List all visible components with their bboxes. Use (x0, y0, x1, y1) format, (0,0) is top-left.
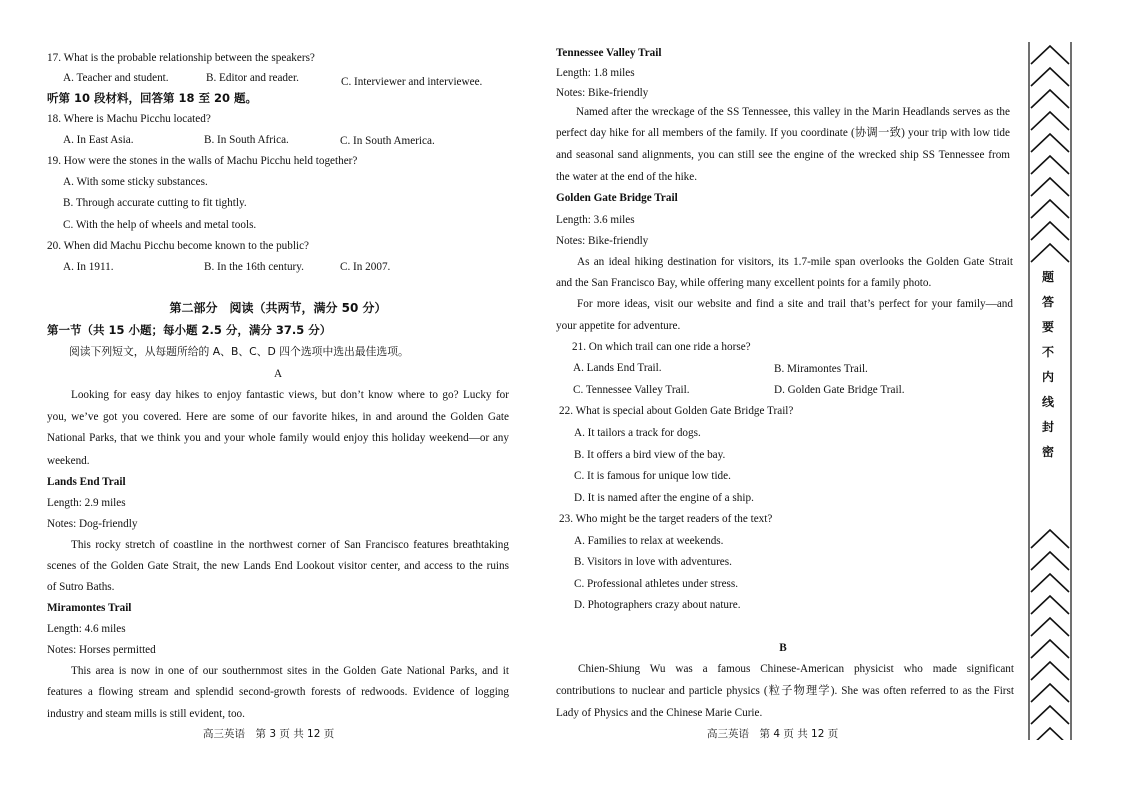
binding-margin-strip (1027, 42, 1073, 740)
q21-option-d: D. Golden Gate Bridge Trail. (774, 384, 905, 396)
binding-char: 题 (1041, 270, 1054, 284)
trail-notes: Notes: Bike-friendly (556, 87, 649, 99)
q17-option-a: A. Teacher and student. (63, 72, 169, 84)
trail-name-lands-end: Lands End Trail (47, 476, 126, 488)
chevron-mark (1031, 662, 1069, 680)
trail-description-line: industry and steam mills is still evident, too. (47, 708, 245, 720)
passage-b-line: Chien-Shiung Wu was a famous Chinese-American physicist who made significant (578, 663, 1014, 675)
q18-option-c: C. In South America. (340, 135, 435, 147)
q22-option-c: C. It is famous for unique low tide. (574, 470, 731, 482)
listening-section-10-heading: 听第 10 段材料，回答第 18 至 20 题。 (47, 91, 258, 105)
trail-name-golden-gate-bridge: Golden Gate Bridge Trail (556, 192, 678, 204)
question-22: 22. What is special about Golden Gate Bridge Trail? (559, 405, 794, 417)
trail-length: Length: 3.6 miles (556, 214, 635, 226)
q22-option-d: D. It is named after the engine of a ship. (574, 492, 754, 504)
binding-char: 答 (1041, 295, 1054, 309)
q21-option-c: C. Tennessee Valley Trail. (573, 384, 690, 396)
chevron-mark (1031, 574, 1069, 592)
q23-option-a: A. Families to relax at weekends. (574, 535, 724, 547)
chevron-mark (1031, 244, 1069, 262)
chevron-mark (1031, 640, 1069, 658)
trail-description-line: This area is now in one of our southernmost sites in the Golden Gate National Parks, and it (71, 665, 509, 677)
trail-name-miramontes: Miramontes Trail (47, 602, 132, 614)
q21-option-b: B. Miramontes Trail. (774, 363, 868, 375)
chevron-mark (1031, 90, 1069, 108)
closing-line: your appetite for adventure. (556, 320, 681, 332)
trail-length: Length: 2.9 miles (47, 497, 126, 509)
part-2-title: 第二部分 阅读（共两节，满分 50 分） (169, 301, 387, 315)
passage-b-line: Lady of Physics and the Chinese Marie Curie. (556, 707, 763, 719)
q18-option-b: B. In South Africa. (204, 134, 289, 146)
q20-option-a: A. In 1911. (63, 261, 114, 273)
trail-description-line: perfect day hike for all members of the family. If you coordinate (协调一致) your trip with low tide (556, 127, 1010, 139)
trail-notes: Notes: Horses permitted (47, 644, 156, 656)
chevron-mark (1031, 684, 1069, 702)
chevron-mark (1031, 178, 1069, 196)
chevron-mark (1031, 112, 1069, 130)
passage-a-label: A (273, 368, 283, 380)
chevron-mark (1031, 552, 1069, 570)
intro-line: weekend. (47, 455, 90, 467)
intro-line: you, we’ve got you covered. Here are some of our favorite hikes, in and around the Golden Gate (47, 411, 509, 423)
binding-char: 不 (1041, 345, 1054, 359)
question-21: 21. On which trail can one ride a horse? (572, 341, 751, 353)
trail-description-line: scenes of the Golden Gate Strait, the new Lands End Lookout visitor center, and access to the ruins (47, 560, 509, 572)
binding-char: 密 (1041, 445, 1054, 459)
trail-description-line: and the San Francisco Bay, while offering many excellent points for a family photo. (556, 277, 932, 289)
q20-option-b: B. In the 16th century. (204, 261, 304, 273)
chevron-mark (1031, 134, 1069, 152)
chevron-mark (1031, 222, 1069, 240)
trail-description-line: and seasonal sand alignments, you can still see the engine of the wrecked ship SS Tennessee from (556, 149, 1010, 161)
section-1-title: 第一节（共 15 小题；每小题 2.5 分，满分 37.5 分） (47, 323, 332, 337)
closing-line: For more ideas, visit our website and find a site and trail that’s perfect for your family—and (577, 298, 1013, 310)
q17-option-c: C. Interviewer and interviewee. (341, 76, 483, 88)
binding-char: 要 (1041, 320, 1054, 334)
q23-option-b: B. Visitors in love with adventures. (574, 556, 732, 568)
left-page-footer: 高三英语 第 3 页 共 12 页 (203, 728, 335, 740)
q23-option-c: C. Professional athletes under stress. (574, 578, 739, 590)
chevron-mark (1031, 200, 1069, 218)
right-page-footer: 高三英语 第 4 页 共 12 页 (707, 728, 839, 740)
passage-b-line: contributions to nuclear and particle physics (粒子物理学). She was often referred to as the First (556, 685, 1014, 697)
q22-option-b: B. It offers a bird view of the bay. (574, 449, 726, 461)
left-page (47, 0, 509, 794)
q22-option-a: A. It tailors a track for dogs. (574, 427, 701, 439)
chevron-mark (1031, 530, 1069, 548)
question-23: 23. Who might be the target readers of the text? (559, 513, 773, 525)
q19-option-a: A. With some sticky substances. (63, 176, 208, 188)
chevron-mark (1031, 618, 1069, 636)
trail-name-tennessee-valley: Tennessee Valley Trail (556, 47, 662, 59)
chevron-mark (1031, 706, 1069, 724)
trail-length: Length: 4.6 miles (47, 623, 126, 635)
q20-option-c: C. In 2007. (340, 261, 391, 273)
chevron-mark (1031, 156, 1069, 174)
binding-char: 封 (1041, 420, 1054, 434)
trail-length: Length: 1.8 miles (556, 67, 635, 79)
trail-description-line: This rocky stretch of coastline in the northwest corner of San Francisco features breathtaking (71, 539, 509, 551)
trail-description-line: As an ideal hiking destination for visitors, its 1.7-mile span overlooks the Golden Gate Strait (577, 256, 1013, 268)
q21-option-a: A. Lands End Trail. (573, 362, 662, 374)
trail-notes: Notes: Dog-friendly (47, 518, 138, 530)
question-17: 17. What is the probable relationship between the speakers? (47, 52, 315, 64)
reading-instruction: 阅读下列短文，从每题所给的 A、B、C、D 四个选项中选出最佳选项。 (69, 345, 409, 358)
q23-option-d: D. Photographers crazy about nature. (574, 599, 741, 611)
q18-option-a: A. In East Asia. (63, 134, 134, 146)
chevron-mark (1031, 728, 1069, 740)
passage-b-label: B (779, 642, 787, 654)
q17-option-b: B. Editor and reader. (206, 72, 299, 84)
intro-line: National Parks, that we think you and your whole family would enjoy this holiday weekend—or any (47, 432, 509, 444)
question-19: 19. How were the stones in the walls of Machu Picchu held together? (47, 155, 358, 167)
chevron-mark (1031, 596, 1069, 614)
binding-char: 线 (1041, 395, 1054, 409)
intro-line: Looking for easy day hikes to enjoy fantastic views, but don’t know where to go? Lucky for (71, 389, 509, 401)
right-page (556, 0, 1016, 794)
trail-description-line: features a flowing stream and splendid second-growth forests of redwoods. Evidence of logging (47, 686, 509, 698)
question-20: 20. When did Machu Picchu become known to the public? (47, 240, 310, 252)
binding-char: 内 (1041, 370, 1054, 384)
chevron-mark (1031, 46, 1069, 64)
question-18: 18. Where is Machu Picchu located? (47, 113, 211, 125)
trail-description-line: the water at the end of the hike. (556, 171, 698, 183)
chevron-mark (1031, 68, 1069, 86)
trail-description-line: of Sutro Baths. (47, 581, 115, 593)
q19-option-c: C. With the help of wheels and metal tools. (63, 219, 257, 231)
trail-notes: Notes: Bike-friendly (556, 235, 649, 247)
trail-description-line: Named after the wreckage of the SS Tennessee, this valley in the Marin Headlands serves as the (576, 106, 1010, 118)
q19-option-b: B. Through accurate cutting to fit tightly. (63, 197, 247, 209)
